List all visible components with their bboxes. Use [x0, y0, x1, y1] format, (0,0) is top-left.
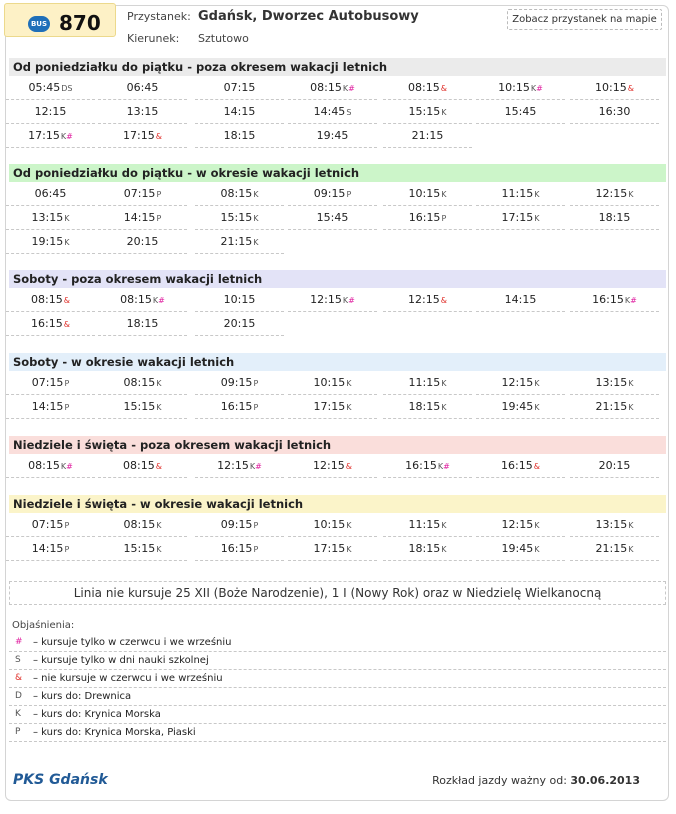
- time-value: 14:15: [123, 211, 156, 224]
- time-value: 14:15: [31, 400, 64, 413]
- time-markers: K: [441, 403, 447, 412]
- time-markers: K: [441, 379, 447, 388]
- departure-time: [383, 373, 472, 395]
- legend-item: [9, 634, 666, 652]
- legend-symbol: #: [15, 637, 23, 647]
- time-markers: &: [533, 462, 540, 471]
- time-markers: K: [441, 545, 447, 554]
- time-value: 19:15: [31, 235, 64, 248]
- time-value: 12:15: [595, 187, 628, 200]
- legend-symbol: &: [15, 673, 23, 683]
- legend-title: Objaśnienia:: [12, 620, 75, 631]
- departure-time: [195, 290, 284, 312]
- time-value: 06:45: [126, 81, 159, 94]
- time-value: 07:15: [223, 81, 256, 94]
- departure-time: [476, 373, 565, 395]
- time-markers: K: [346, 521, 352, 530]
- departure-time: [195, 102, 284, 124]
- time-value: 13:15: [31, 211, 64, 224]
- stop-label: Przystanek:: [127, 10, 191, 23]
- direction-value: Sztutowo: [198, 32, 249, 45]
- time-value: 15:15: [123, 400, 156, 413]
- departure-time: [570, 539, 659, 561]
- departure-time: [98, 126, 187, 148]
- departure-time: [6, 184, 95, 206]
- departure-time: [476, 208, 565, 230]
- time-value: 14:15: [31, 542, 64, 555]
- time-value: 05:45: [28, 81, 61, 94]
- time-value: 21:15: [411, 129, 444, 142]
- time-value: 08:15: [120, 293, 152, 306]
- time-value: 10:15: [313, 376, 346, 389]
- time-markers: P: [253, 521, 259, 530]
- departure-time: [98, 184, 187, 206]
- time-value: 21:15: [595, 542, 628, 555]
- time-value: 18:15: [408, 400, 441, 413]
- time-markers: K: [534, 214, 540, 223]
- departure-time: [98, 78, 187, 100]
- line-number: 870: [59, 11, 101, 35]
- time-markers: K#: [624, 296, 637, 305]
- time-markers: K: [346, 379, 352, 388]
- time-value: 08:15: [123, 459, 155, 472]
- departure-time: [288, 184, 377, 206]
- time-value: 07:15: [31, 376, 64, 389]
- departure-time: [476, 184, 565, 206]
- departure-time: [98, 232, 187, 254]
- time-markers: K: [64, 214, 70, 223]
- time-value: 06:45: [34, 187, 67, 200]
- time-value: 10:15: [498, 81, 530, 94]
- time-value: 21:15: [220, 235, 253, 248]
- time-markers: K: [534, 379, 540, 388]
- departure-time: [570, 78, 659, 100]
- time-markers: &: [627, 84, 634, 93]
- time-value: 17:15: [313, 400, 346, 413]
- valid-from: [432, 774, 640, 787]
- time-value: 13:15: [126, 105, 159, 118]
- time-value: 18:15: [126, 317, 159, 330]
- legend-text: – kurs do: Krynica Morska, Piaski: [33, 727, 196, 738]
- time-value: 19:45: [501, 542, 534, 555]
- departure-time: [195, 456, 284, 478]
- time-markers: &: [63, 320, 70, 329]
- departure-time: [383, 397, 472, 419]
- legend-item: [9, 706, 666, 724]
- time-markers: K: [534, 403, 540, 412]
- time-value: 08:15: [123, 376, 156, 389]
- time-value: 15:45: [504, 105, 537, 118]
- departure-time: [570, 102, 659, 124]
- time-value: 16:15: [592, 293, 624, 306]
- time-value: 20:15: [126, 235, 159, 248]
- time-markers: K: [253, 238, 259, 247]
- departure-time: [6, 373, 95, 395]
- departure-time: [195, 126, 284, 148]
- time-value: 12:15: [501, 518, 534, 531]
- legend-text: – kursuje tylko w czerwcu i we wrześniu: [33, 637, 232, 648]
- time-value: 19:45: [501, 400, 534, 413]
- time-markers: K: [534, 190, 540, 199]
- time-value: 15:15: [220, 211, 253, 224]
- departure-time: [383, 539, 472, 561]
- time-value: 07:15: [123, 187, 156, 200]
- time-markers: K: [628, 190, 634, 199]
- departure-time: [383, 126, 472, 148]
- departure-time: [288, 373, 377, 395]
- time-markers: K: [441, 108, 447, 117]
- time-markers: K#: [60, 462, 73, 471]
- departure-time: [195, 515, 284, 537]
- departure-time: [6, 232, 95, 254]
- departure-time: [383, 208, 472, 230]
- time-markers: P: [156, 190, 162, 199]
- time-markers: P: [64, 379, 70, 388]
- time-markers: P: [64, 403, 70, 412]
- time-value: 16:15: [220, 400, 253, 413]
- departure-time: [288, 290, 377, 312]
- time-markers: K: [346, 403, 352, 412]
- time-markers: DS: [61, 84, 73, 93]
- time-value: 18:15: [408, 542, 441, 555]
- time-value: 19:45: [316, 129, 349, 142]
- departure-time: [195, 314, 284, 336]
- valid-from-date: 30.06.2013: [570, 774, 640, 787]
- time-markers: K#: [152, 296, 165, 305]
- departure-time: [570, 373, 659, 395]
- time-value: 12:15: [408, 293, 440, 306]
- departure-time: [98, 208, 187, 230]
- departure-time: [195, 184, 284, 206]
- departure-time: [195, 232, 284, 254]
- departure-time: [98, 397, 187, 419]
- time-markers: K: [628, 521, 634, 530]
- departure-time: [98, 515, 187, 537]
- time-value: 15:45: [316, 211, 349, 224]
- section-header: Od poniedziałku do piątku - poza okresem wakacji letnich: [9, 58, 666, 76]
- stop-name: Gdańsk, Dworzec Autobusowy: [198, 9, 419, 24]
- time-value: 16:15: [405, 459, 437, 472]
- time-value: 09:15: [313, 187, 346, 200]
- departure-time: [288, 515, 377, 537]
- departure-time: [195, 373, 284, 395]
- section-header: Od poniedziałku do piątku - w okresie wakacji letnich: [9, 164, 666, 182]
- departure-time: [6, 126, 95, 148]
- valid-from-label: Rozkład jazdy ważny od:: [432, 774, 567, 787]
- time-markers: K: [156, 379, 162, 388]
- time-value: 17:15: [123, 129, 155, 142]
- time-value: 09:15: [220, 518, 253, 531]
- departure-time: [6, 456, 95, 478]
- legend-symbol: K: [15, 709, 21, 719]
- departure-time: [288, 78, 377, 100]
- departure-time: [6, 208, 95, 230]
- time-value: 08:15: [310, 81, 342, 94]
- time-markers: K: [628, 545, 634, 554]
- time-markers: P: [441, 214, 447, 223]
- time-markers: P: [156, 214, 162, 223]
- time-markers: P: [346, 190, 352, 199]
- departure-time: [288, 456, 377, 478]
- section-header: Niedziele i święta - poza okresem wakacji letnich: [9, 436, 666, 454]
- time-markers: P: [253, 379, 259, 388]
- legend-item: [9, 652, 666, 670]
- legend-symbol: P: [15, 727, 21, 737]
- time-markers: K#: [342, 296, 355, 305]
- time-value: 08:15: [28, 459, 60, 472]
- time-value: 07:15: [31, 518, 64, 531]
- legend-symbol: D: [15, 691, 22, 701]
- time-value: 15:15: [408, 105, 441, 118]
- departure-time: [195, 397, 284, 419]
- time-markers: K#: [530, 84, 543, 93]
- time-value: 12:15: [310, 293, 342, 306]
- section-header: Soboty - poza okresem wakacji letnich: [9, 270, 666, 288]
- time-markers: K: [156, 403, 162, 412]
- time-markers: K: [156, 545, 162, 554]
- departure-time: [383, 456, 472, 478]
- time-value: 18:15: [223, 129, 256, 142]
- departure-time: [570, 397, 659, 419]
- time-value: 14:45: [313, 105, 346, 118]
- departure-time: [476, 397, 565, 419]
- departure-time: [476, 515, 565, 537]
- departure-time: [288, 208, 377, 230]
- departure-time: [6, 78, 95, 100]
- time-markers: &: [440, 296, 447, 305]
- time-markers: &: [155, 462, 162, 471]
- time-markers: K: [156, 521, 162, 530]
- time-markers: K: [64, 238, 70, 247]
- legend-text: – kurs do: Krynica Morska: [33, 709, 161, 720]
- departure-time: [98, 456, 187, 478]
- time-markers: K#: [60, 132, 73, 141]
- departure-time: [98, 290, 187, 312]
- departure-time: [383, 78, 472, 100]
- departure-time: [476, 78, 565, 100]
- section-header: Soboty - w okresie wakacji letnich: [9, 353, 666, 371]
- time-markers: K: [628, 379, 634, 388]
- departure-time: [570, 290, 659, 312]
- departure-time: [6, 539, 95, 561]
- time-value: 16:30: [598, 105, 631, 118]
- departure-time: [570, 208, 659, 230]
- time-value: 20:15: [598, 459, 631, 472]
- time-markers: P: [64, 545, 70, 554]
- departure-time: [195, 208, 284, 230]
- time-value: 14:15: [504, 293, 537, 306]
- time-value: 11:15: [501, 187, 534, 200]
- departure-time: [6, 515, 95, 537]
- departure-time: [6, 290, 95, 312]
- time-markers: K: [534, 521, 540, 530]
- time-value: 21:15: [595, 400, 628, 413]
- legend-item: [9, 670, 666, 688]
- departure-time: [6, 397, 95, 419]
- departure-time: [288, 539, 377, 561]
- time-markers: P: [253, 545, 259, 554]
- legend-text: – nie kursuje w czerwcu i we wrześniu: [33, 673, 223, 684]
- time-markers: K#: [249, 462, 262, 471]
- departure-time: [570, 184, 659, 206]
- time-value: 17:15: [313, 542, 346, 555]
- departure-time: [476, 102, 565, 124]
- time-markers: K: [628, 403, 634, 412]
- time-value: 13:15: [595, 376, 628, 389]
- bus-icon: BUS: [28, 16, 50, 32]
- departure-time: [195, 539, 284, 561]
- time-value: 10:15: [313, 518, 346, 531]
- time-value: 09:15: [220, 376, 253, 389]
- time-value: 10:15: [223, 293, 256, 306]
- time-markers: K#: [437, 462, 450, 471]
- time-markers: K: [253, 190, 259, 199]
- time-value: 20:15: [223, 317, 256, 330]
- time-value: 12:15: [501, 376, 534, 389]
- time-value: 11:15: [408, 518, 441, 531]
- time-markers: P: [64, 521, 70, 530]
- departure-time: [383, 290, 472, 312]
- time-value: 11:15: [408, 376, 441, 389]
- section-header: Niedziele i święta - w okresie wakacji letnich: [9, 495, 666, 513]
- time-value: 17:15: [28, 129, 60, 142]
- departure-time: [6, 102, 95, 124]
- time-markers: &: [440, 84, 447, 93]
- time-markers: S: [346, 108, 352, 117]
- time-markers: K: [346, 545, 352, 554]
- time-markers: &: [345, 462, 352, 471]
- departure-time: [195, 78, 284, 100]
- departure-time: [98, 314, 187, 336]
- time-value: 08:15: [123, 518, 156, 531]
- line-badge: [4, 3, 116, 37]
- time-value: 08:15: [31, 293, 63, 306]
- time-value: 10:15: [408, 187, 441, 200]
- departure-time: [98, 373, 187, 395]
- time-markers: K: [441, 521, 447, 530]
- time-value: 18:15: [598, 211, 631, 224]
- departure-time: [383, 515, 472, 537]
- departure-time: [288, 102, 377, 124]
- departure-time: [476, 539, 565, 561]
- time-markers: &: [63, 296, 70, 305]
- time-markers: K: [253, 214, 259, 223]
- time-value: 14:15: [223, 105, 256, 118]
- time-markers: K: [534, 545, 540, 554]
- departure-time: [476, 456, 565, 478]
- time-value: 12:15: [313, 459, 345, 472]
- departure-time: [98, 539, 187, 561]
- time-markers: &: [155, 132, 162, 141]
- departure-time: [570, 515, 659, 537]
- time-value: 16:15: [408, 211, 441, 224]
- time-value: 13:15: [595, 518, 628, 531]
- departure-time: [288, 126, 377, 148]
- legend-item: [9, 688, 666, 706]
- time-value: 16:15: [220, 542, 253, 555]
- time-value: 08:15: [408, 81, 440, 94]
- legend-text: – kursuje tylko w dni nauki szkolnej: [33, 655, 209, 666]
- time-markers: K: [441, 190, 447, 199]
- time-value: 12:15: [217, 459, 249, 472]
- pks-gdansk-logo[interactable]: PKS Gdańsk: [13, 772, 108, 788]
- departure-time: [288, 397, 377, 419]
- time-value: 10:15: [595, 81, 627, 94]
- time-markers: K#: [342, 84, 355, 93]
- time-value: 16:15: [31, 317, 63, 330]
- departure-time: [6, 314, 95, 336]
- time-value: 15:15: [123, 542, 156, 555]
- departure-time: [383, 102, 472, 124]
- show-map-button[interactable]: Zobacz przystanek na mapie: [507, 9, 662, 30]
- time-markers: P: [253, 403, 259, 412]
- time-value: 17:15: [501, 211, 534, 224]
- departure-time: [383, 184, 472, 206]
- departure-time: [476, 290, 565, 312]
- direction-label: Kierunek:: [127, 32, 180, 45]
- time-value: 08:15: [220, 187, 253, 200]
- time-value: 12:15: [34, 105, 67, 118]
- time-value: 16:15: [501, 459, 533, 472]
- departure-time: [570, 456, 659, 478]
- departure-time: [98, 102, 187, 124]
- legend-symbol: S: [15, 655, 21, 665]
- legend-item: [9, 724, 666, 742]
- legend-text: – kurs do: Drewnica: [33, 691, 132, 702]
- service-notice: Linia nie kursuje 25 XII (Boże Narodzenie), 1 I (Nowy Rok) oraz w Niedzielę Wielkanocną: [9, 581, 666, 605]
